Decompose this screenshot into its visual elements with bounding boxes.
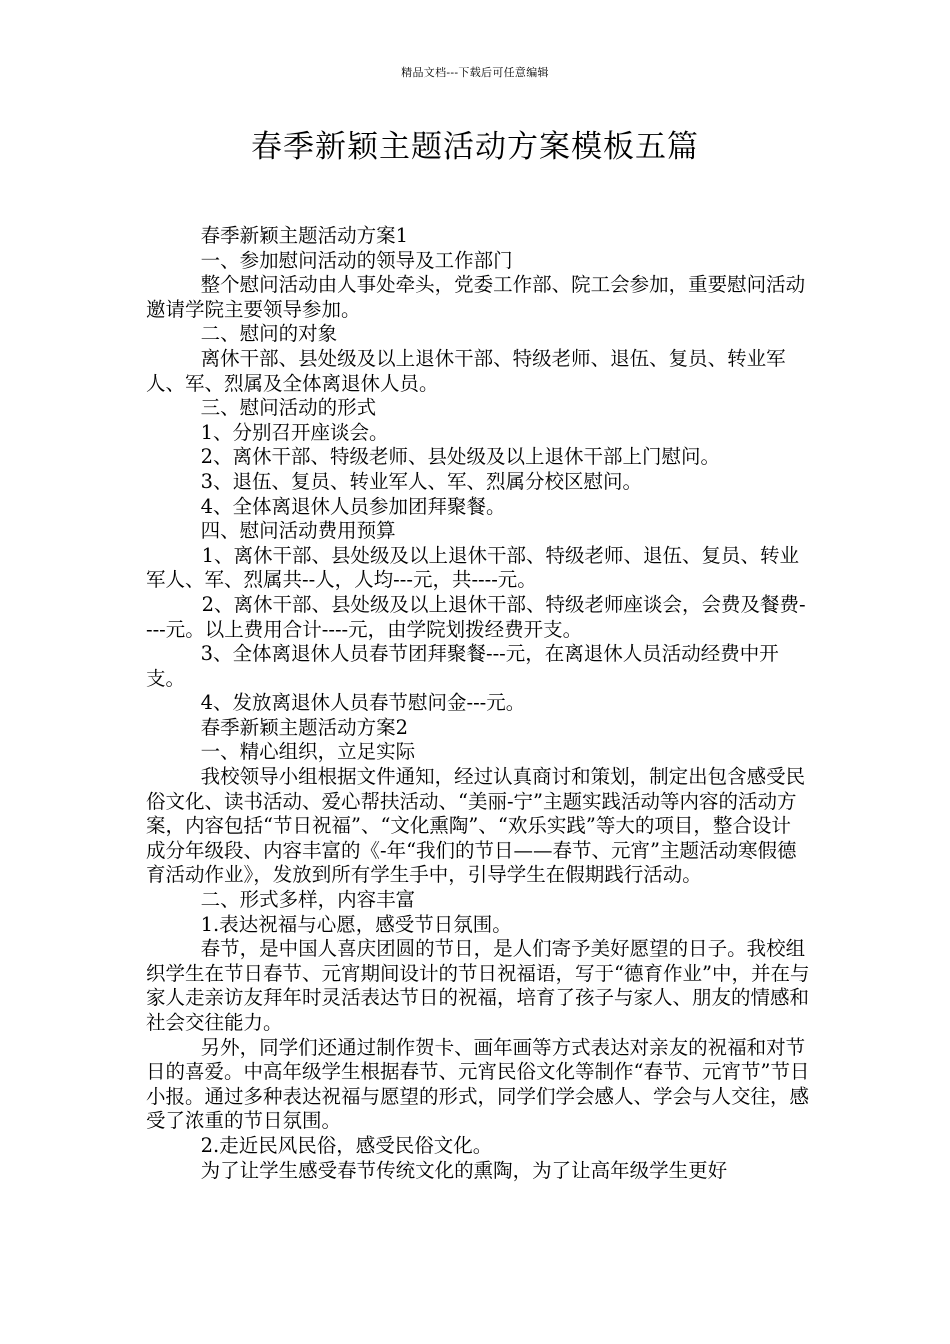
paragraph: 整个慰问活动由人事处牵头，党委工作部、院工会参加，重要慰问活动邀请学院主要领导参加。 bbox=[146, 273, 806, 321]
list-item: 4、全体离退休人员参加团拜聚餐。 bbox=[200, 494, 506, 518]
paragraph: 我校领导小组根据文件通知，经过认真商讨和策划，制定出包含感受民俗文化、读书活动、爱心帮扶活动、“美丽-宁”主题实践活动等内容的活动方案，内容包括“节日祝福”、“文化熏陶”、“欢乐实践”等大的项目，整合设计成分年级段、内容丰富的《-年“我们的节日——春节、元宵”主题活动寒假德育活动作业》，发放到所有学生手中，引导学生在假期践行活动。 bbox=[146, 765, 806, 887]
section-heading: 春季新颖主题活动方案1 bbox=[200, 224, 409, 247]
paragraph: 离休干部、县处级及以上退休干部、特级老师、退伍、复员、转业军人、军、烈属及全体离退休人员。 bbox=[146, 346, 786, 395]
list-item: 1、分别召开座谈会。 bbox=[200, 420, 389, 444]
list-item: 2、离休干部、特级老师、县处级及以上退休干部上门慰问。 bbox=[200, 445, 721, 469]
list-item: 2、离休干部、县处级及以上退休干部、特级老师座谈会，会费及餐费----元。以上费用合计----元，由学院划拨经费开支。 bbox=[146, 592, 806, 641]
subheading: 四、慰问活动费用预算 bbox=[200, 519, 396, 543]
subheading: 一、参加慰问活动的领导及工作部门 bbox=[200, 248, 513, 272]
subheading: 一、精心组织，立足实际 bbox=[200, 740, 416, 764]
list-item: 1、离休干部、县处级及以上退休干部、特级老师、退伍、复员、转业军人、军、烈属共--人，人均---元，共----元。 bbox=[146, 543, 799, 592]
paragraph: 另外，同学们还通过制作贺卡、画年画等方式表达对亲友的祝福和对节日的喜爱。中高年级学生根据春节、元宵民俗文化等制作“春节、元宵节”节日小报。通过多种表达祝福与愿望的形式，同学们学会感人、学会与人交往，感受了浓重的节日氛围。 bbox=[146, 1035, 810, 1133]
subheading: 三、慰问活动的形式 bbox=[200, 396, 377, 420]
page-header-note: 精品文档---下载后可任意编辑 bbox=[401, 66, 549, 79]
paragraph: 春节，是中国人喜庆团圆的节日，是人们寄予美好愿望的日子。我校组织学生在节日春节、元宵期间设计的节日祝福语，写于“德育作业”中，并在与家人走亲访友拜年时灵活表达节日的祝福，培育了孩子与家人、朋友的情感和社会交往能力。 bbox=[146, 937, 810, 1034]
paragraph: 为了让学生感受春节传统文化的熏陶，为了让高年级学生更好 bbox=[200, 1158, 728, 1182]
document-title: 春季新颖主题活动方案模板五篇 bbox=[251, 129, 699, 165]
list-item: 1.表达祝福与心愿，感受节日氛围。 bbox=[200, 912, 512, 936]
subheading: 二、形式多样，内容丰富 bbox=[200, 888, 416, 912]
document-body bbox=[146, 224, 810, 1183]
section-heading: 春季新颖主题活动方案2 bbox=[200, 715, 409, 739]
list-item: 3、全体离退休人员春节团拜聚餐---元，在离退休人员活动经费中开支。 bbox=[146, 642, 779, 690]
list-item: 4、发放离退休人员春节慰问金---元。 bbox=[200, 691, 526, 715]
list-item: 3、退伍、复员、转业军人、军、烈属分校区慰问。 bbox=[200, 469, 643, 493]
subheading: 二、慰问的对象 bbox=[200, 322, 338, 346]
list-item: 2.走近民风民俗，感受民俗文化。 bbox=[200, 1133, 493, 1157]
